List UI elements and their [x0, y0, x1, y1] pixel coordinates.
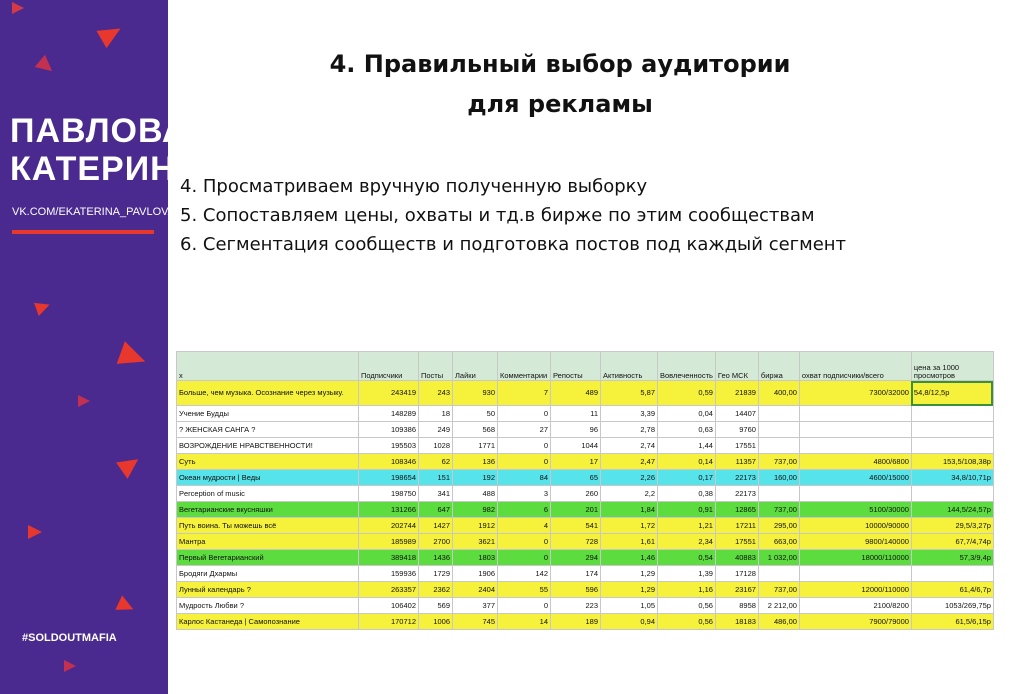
table-body	[177, 381, 994, 630]
brand-name	[10, 112, 202, 188]
table-cell: 0	[498, 534, 551, 550]
decor-triangle	[117, 341, 150, 372]
table-cell: 96	[551, 422, 601, 438]
table-cell: 0	[498, 550, 551, 566]
table-cell: 0,54	[658, 550, 716, 566]
community-name-cell: Суть	[177, 454, 359, 470]
table-cell	[758, 406, 799, 422]
community-name-cell: Perception of music	[177, 486, 359, 502]
table-cell: 2,34	[658, 534, 716, 550]
decor-triangle	[28, 525, 42, 539]
table-cell: 159936	[359, 566, 419, 582]
community-name-cell: ВОЗРОЖДЕНИЕ НРАВСТВЕННОСТИ!	[177, 438, 359, 454]
table-cell: 144,5/24,57р	[911, 502, 993, 518]
table-cell: 198654	[359, 470, 419, 486]
table-cell: 192	[453, 470, 498, 486]
table-cell: 377	[453, 598, 498, 614]
community-name-cell: Мантра	[177, 534, 359, 550]
column-header: Активность	[601, 352, 658, 381]
table-cell: 17128	[715, 566, 758, 582]
table-cell: 745	[453, 614, 498, 630]
table-cell: 489	[551, 381, 601, 406]
table-cell: 50	[453, 406, 498, 422]
table-cell: 2100/8200	[799, 598, 911, 614]
table-cell: 1,16	[658, 582, 716, 598]
table-cell: 0,94	[601, 614, 658, 630]
table-cell: 10000/90000	[799, 518, 911, 534]
communities-table	[176, 351, 994, 630]
table-cell: 1 032,00	[758, 550, 799, 566]
table-cell: 737,00	[758, 454, 799, 470]
column-header: x	[177, 352, 359, 381]
table-cell: 1427	[419, 518, 453, 534]
table-cell: 5100/30000	[799, 502, 911, 518]
table-cell	[799, 566, 911, 582]
table-cell: 131266	[359, 502, 419, 518]
table-cell: 54,8/12,5р	[911, 381, 993, 406]
table-cell: 295,00	[758, 518, 799, 534]
table-cell: 1,29	[601, 566, 658, 582]
column-header: Посты	[419, 352, 453, 381]
table-cell: 1,46	[601, 550, 658, 566]
community-name-cell: Мудрость Любви ?	[177, 598, 359, 614]
table-cell: 1906	[453, 566, 498, 582]
community-name-cell: ? ЖЕНСКАЯ САНГА ?	[177, 422, 359, 438]
table-cell	[911, 486, 993, 502]
table-cell: 2,2	[601, 486, 658, 502]
table-cell: 0	[498, 438, 551, 454]
table-header-row	[177, 352, 994, 381]
table-cell: 1,29	[601, 582, 658, 598]
table-cell	[758, 486, 799, 502]
table-cell: 3621	[453, 534, 498, 550]
table-cell	[911, 566, 993, 582]
table-cell	[799, 406, 911, 422]
table-cell: 0,38	[658, 486, 716, 502]
table-cell: 647	[419, 502, 453, 518]
table-cell: 0,56	[658, 598, 716, 614]
table-cell: 62	[419, 454, 453, 470]
table-cell: 0	[498, 454, 551, 470]
steps-list	[180, 172, 846, 259]
table-cell	[911, 438, 993, 454]
decor-triangle	[34, 298, 52, 316]
decor-triangle	[35, 55, 58, 78]
table-cell: 57,3/9,4р	[911, 550, 993, 566]
table-cell: 201	[551, 502, 601, 518]
table-cell: 223	[551, 598, 601, 614]
table-row[interactable]	[177, 518, 994, 534]
column-header: цена за 1000 просмотров	[911, 352, 993, 381]
community-name-cell: Карлос Кастанеда | Самопознание	[177, 614, 359, 630]
table-cell: 486,00	[758, 614, 799, 630]
table-cell: 11357	[715, 454, 758, 470]
table-cell: 4800/6800	[799, 454, 911, 470]
table-cell: 263357	[359, 582, 419, 598]
table-cell: 2362	[419, 582, 453, 598]
decor-triangle	[12, 2, 24, 14]
table-cell: 541	[551, 518, 601, 534]
decor-triangle	[64, 660, 76, 672]
table-cell: 737,00	[758, 502, 799, 518]
table-cell: 55	[498, 582, 551, 598]
decor-triangle	[78, 395, 90, 407]
table-cell: 174	[551, 566, 601, 582]
table-cell: 0,59	[658, 381, 716, 406]
table-cell: 18	[419, 406, 453, 422]
table-row[interactable]	[177, 470, 994, 486]
table-cell: 151	[419, 470, 453, 486]
table-cell: 14407	[715, 406, 758, 422]
table-row[interactable]	[177, 566, 994, 582]
table-row[interactable]	[177, 486, 994, 502]
table-cell: 195503	[359, 438, 419, 454]
table-cell: 569	[419, 598, 453, 614]
slide-title-line-2: для рекламы	[467, 90, 653, 118]
column-header: биржа	[758, 352, 799, 381]
table-row[interactable]	[177, 422, 994, 438]
table-cell: 930	[453, 381, 498, 406]
table-cell	[911, 422, 993, 438]
table-cell: 1,61	[601, 534, 658, 550]
table-row[interactable]	[177, 381, 994, 406]
community-name-cell: Лунный календарь ?	[177, 582, 359, 598]
table-cell	[799, 422, 911, 438]
table-cell: 663,00	[758, 534, 799, 550]
table-cell: 65	[551, 470, 601, 486]
table-cell: 18183	[715, 614, 758, 630]
table-cell: 17551	[715, 534, 758, 550]
table-cell: 160,00	[758, 470, 799, 486]
table-cell: 3,39	[601, 406, 658, 422]
table-cell: 488	[453, 486, 498, 502]
column-header: Вовлеченность	[658, 352, 716, 381]
table-cell: 189	[551, 614, 601, 630]
table-cell: 61,5/6,15р	[911, 614, 993, 630]
table-cell: 0,56	[658, 614, 716, 630]
table-cell: 1436	[419, 550, 453, 566]
table-cell: 22173	[715, 486, 758, 502]
table-cell: 5,87	[601, 381, 658, 406]
community-name-cell: Бродяги Дхармы	[177, 566, 359, 582]
brand-line-2: КАТЕРИНА	[10, 150, 202, 188]
table-cell: 243	[419, 381, 453, 406]
table-cell: 1028	[419, 438, 453, 454]
table-cell: 185989	[359, 534, 419, 550]
table-cell: 23167	[715, 582, 758, 598]
table-cell: 12000/110000	[799, 582, 911, 598]
table-cell: 0,91	[658, 502, 716, 518]
table-cell: 9800/140000	[799, 534, 911, 550]
table-cell	[799, 486, 911, 502]
table-cell: 202744	[359, 518, 419, 534]
community-name-cell: Океан мудрости | Веды	[177, 470, 359, 486]
table-cell: 7900/79000	[799, 614, 911, 630]
table-cell: 568	[453, 422, 498, 438]
table-cell: 108346	[359, 454, 419, 470]
table-cell: 1912	[453, 518, 498, 534]
table-cell: 4	[498, 518, 551, 534]
table-cell: 8958	[715, 598, 758, 614]
table-cell: 1,44	[658, 438, 716, 454]
table-cell: 136	[453, 454, 498, 470]
table-cell: 198750	[359, 486, 419, 502]
table-cell: 84	[498, 470, 551, 486]
table-cell	[799, 438, 911, 454]
table-cell: 153,5/108,38р	[911, 454, 993, 470]
table-cell: 7300/32000	[799, 381, 911, 406]
table-cell: 22173	[715, 470, 758, 486]
community-name-cell: Путь воина. Ты можешь всё	[177, 518, 359, 534]
community-name-cell: Вегетарианские вкусняшки	[177, 502, 359, 518]
table-row[interactable]	[177, 534, 994, 550]
table-cell: 2,74	[601, 438, 658, 454]
table-cell: 170712	[359, 614, 419, 630]
table-cell: 17551	[715, 438, 758, 454]
table-cell: 34,8/10,71р	[911, 470, 993, 486]
community-name-cell: Учение Будды	[177, 406, 359, 422]
table-cell: 1,39	[658, 566, 716, 582]
table-cell: 260	[551, 486, 601, 502]
table-cell: 21839	[715, 381, 758, 406]
table-cell: 4600/15000	[799, 470, 911, 486]
table-cell: 341	[419, 486, 453, 502]
table-cell: 1,84	[601, 502, 658, 518]
decor-triangle	[116, 451, 144, 479]
table-cell: 6	[498, 502, 551, 518]
table-cell	[758, 438, 799, 454]
table-cell: 0,17	[658, 470, 716, 486]
community-name-cell: Больше, чем музыка. Осознание через музыку.	[177, 381, 359, 406]
table-cell: 109386	[359, 422, 419, 438]
table-cell	[758, 422, 799, 438]
table-cell: 2,47	[601, 454, 658, 470]
table-row[interactable]	[177, 550, 994, 566]
table-cell: 1,72	[601, 518, 658, 534]
table-row[interactable]	[177, 406, 994, 422]
vk-link[interactable]: VK.COM/EKATERINA_PAVLOVA	[12, 206, 176, 218]
step-item: 4. Просматриваем вручную полученную выборку	[180, 176, 648, 197]
table-cell: 596	[551, 582, 601, 598]
table-row[interactable]	[177, 582, 994, 598]
table-cell: 2 212,00	[758, 598, 799, 614]
table-cell: 0	[498, 406, 551, 422]
table-cell: 249	[419, 422, 453, 438]
table-cell: 9760	[715, 422, 758, 438]
table-cell: 294	[551, 550, 601, 566]
step-item: 5. Сопоставляем цены, охваты и тд.в бирже по этим сообществам	[180, 205, 815, 226]
column-header: охват подписчики/всего	[799, 352, 911, 381]
table-cell: 0,14	[658, 454, 716, 470]
column-header: Комментарии	[498, 352, 551, 381]
table-row[interactable]	[177, 598, 994, 614]
table-row[interactable]	[177, 438, 994, 454]
table-cell: 11	[551, 406, 601, 422]
table-cell	[758, 566, 799, 582]
table-cell: 2700	[419, 534, 453, 550]
table-row[interactable]	[177, 614, 994, 630]
table-cell	[911, 406, 993, 422]
table-cell: 106402	[359, 598, 419, 614]
table-cell: 243419	[359, 381, 419, 406]
table-cell: 40883	[715, 550, 758, 566]
table-cell: 1053/269,75р	[911, 598, 993, 614]
table-cell: 982	[453, 502, 498, 518]
table-cell: 17211	[715, 518, 758, 534]
table-cell: 18000/110000	[799, 550, 911, 566]
table-cell: 1044	[551, 438, 601, 454]
column-header: Подписчики	[359, 352, 419, 381]
table-row[interactable]	[177, 502, 994, 518]
brand-line-1: ПАВЛОВА	[10, 112, 188, 150]
table-cell: 1729	[419, 566, 453, 582]
table-cell: 67,7/4,74р	[911, 534, 993, 550]
table-cell: 0,04	[658, 406, 716, 422]
table-cell: 142	[498, 566, 551, 582]
table-cell: 0,63	[658, 422, 716, 438]
table-cell: 1,21	[658, 518, 716, 534]
table-cell: 148289	[359, 406, 419, 422]
table-cell: 389418	[359, 550, 419, 566]
table-cell: 2,26	[601, 470, 658, 486]
table-cell: 7	[498, 381, 551, 406]
slide-title-line-1: 4. Правильный выбор аудитории	[329, 50, 791, 78]
column-header: Лайки	[453, 352, 498, 381]
slide-title	[220, 44, 900, 124]
community-name-cell: Первый Вегетарианский	[177, 550, 359, 566]
decor-triangle	[96, 20, 125, 48]
table-cell: 400,00	[758, 381, 799, 406]
table-cell: 0	[498, 598, 551, 614]
table-cell: 17	[551, 454, 601, 470]
table-cell: 1,05	[601, 598, 658, 614]
accent-divider	[12, 230, 154, 234]
hashtag: #SOLDOUTMAFIA	[22, 632, 117, 644]
table-cell: 737,00	[758, 582, 799, 598]
column-header: Гео МСК	[715, 352, 758, 381]
table-cell: 29,5/3,27р	[911, 518, 993, 534]
step-item: 6. Сегментация сообществ и подготовка постов под каждый сегмент	[180, 234, 847, 255]
table-cell: 2,78	[601, 422, 658, 438]
table-cell: 27	[498, 422, 551, 438]
decor-triangle	[115, 595, 136, 616]
table-row[interactable]	[177, 454, 994, 470]
table-cell: 728	[551, 534, 601, 550]
table-cell: 14	[498, 614, 551, 630]
column-header: Репосты	[551, 352, 601, 381]
table-cell: 2404	[453, 582, 498, 598]
table-cell: 1006	[419, 614, 453, 630]
table-cell: 61,4/6,7р	[911, 582, 993, 598]
table-cell: 12865	[715, 502, 758, 518]
table-cell: 1803	[453, 550, 498, 566]
table-cell: 1771	[453, 438, 498, 454]
table-cell: 3	[498, 486, 551, 502]
